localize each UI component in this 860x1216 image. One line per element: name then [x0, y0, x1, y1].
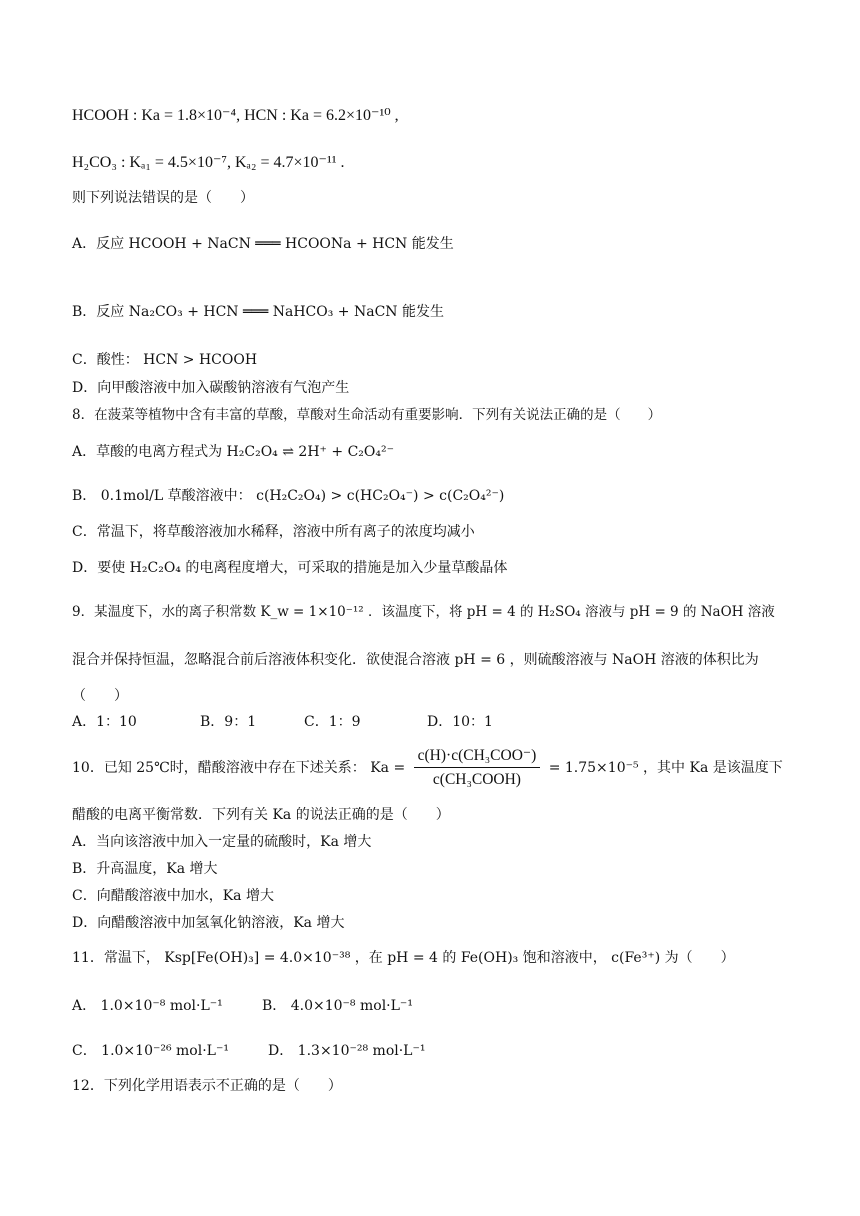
- ka-fraction: [414, 746, 541, 790]
- q9-option-b: B．9：1: [200, 714, 257, 730]
- ka-fraction-numerator: c(H)·c(CH₃COO⁻): [414, 746, 541, 768]
- q10-stem-prefix: 10．已知 25℃时，醋酸溶液中存在下述关系： Ka =: [72, 760, 406, 776]
- q8-option-d: D．要使 H₂C₂O₄ 的电离程度增大，可采取的措施是加入少量草酸晶体: [72, 560, 508, 576]
- q9-option-a: A．1：10: [72, 714, 137, 730]
- q10-option-d: D．向醋酸溶液中加氢氧化钠溶液，Ka 增大: [72, 915, 345, 931]
- q9-option-d: D．10：1: [427, 714, 493, 730]
- q11-option-c: C． 1.0×10⁻²⁶ mol·L⁻¹: [72, 1043, 229, 1059]
- q12-stem: 12．下列化学用语表示不正确的是（ ）: [72, 1078, 342, 1094]
- q9-stem-line-1: 9．某温度下，水的离子积常数 K_w = 1×10⁻¹² ．该温度下，将 pH = 4 的 H₂SO₄ 溶液与 pH = 9 的 NaOH 溶液: [72, 604, 775, 620]
- q11-stem: 11．常温下， Ksp[Fe(OH)₃] = 4.0×10⁻³⁸ ，在 pH = 4 的 Fe(OH)₃ 饱和溶液中， c(Fe³⁺) 为（ ）: [72, 950, 735, 966]
- q8-option-b: B． 0.1mol/L 草酸溶液中： c(H₂C₂O₄) > c(HC₂O₄⁻) > c(C₂O₄²⁻): [72, 488, 505, 504]
- q8-stem: 8．在菠菜等植物中含有丰富的草酸，草酸对生命活动有重要影响．下列有关说法正确的是（ ）: [72, 407, 662, 423]
- ka-values-line-2: H₂CO₃ : Kₐ₁ = 4.5×10⁻⁷, Kₐ₂ = 4.7×10⁻¹¹ .: [72, 154, 345, 171]
- q10-option-c: C．向醋酸溶液中加水，Ka 增大: [72, 888, 274, 904]
- q10-option-a: A．当向该溶液中加入一定量的硫酸时，Ka 增大: [72, 834, 372, 850]
- q9-stem-line-2: 混合并保持恒温，忽略混合前后溶液体积变化．欲使混合溶液 pH = 6 ，则硫酸溶液与 NaOH 溶液的体积比为: [72, 652, 759, 668]
- q10-stem-suffix: = 1.75×10⁻⁵ ，其中 Ka 是该温度下: [548, 760, 783, 776]
- ka-values-line-1: HCOOH : Ka = 1.8×10⁻⁴, HCN : Ka = 6.2×10⁻¹⁰ ,: [72, 107, 399, 124]
- q11-option-a: A． 1.0×10⁻⁸ mol·L⁻¹: [72, 998, 223, 1014]
- q10-stem-line-1: [72, 746, 783, 790]
- q11-option-b: B． 4.0×10⁻⁸ mol·L⁻¹: [262, 998, 413, 1014]
- q7-option-b: B．反应 Na₂CO₃ + HCN ═══ NaHCO₃ + NaCN 能发生: [72, 304, 444, 320]
- q8-option-a: A．草酸的电离方程式为 H₂C₂O₄ ⇌ 2H⁺ + C₂O₄²⁻: [72, 444, 394, 460]
- q11-option-d: D． 1.3×10⁻²⁸ mol·L⁻¹: [268, 1043, 426, 1059]
- q7-option-a: A．反应 HCOOH + NaCN ═══ HCOONa + HCN 能发生: [72, 236, 454, 252]
- q9-option-c: C．1：9: [304, 714, 361, 730]
- q7-option-c: C．酸性： HCN > HCOOH: [72, 352, 258, 368]
- q10-stem-line-2: 醋酸的电离平衡常数．下列有关 Ka 的说法正确的是（ ）: [72, 807, 450, 823]
- q7-option-d: D．向甲酸溶液中加入碳酸钠溶液有气泡产生: [72, 380, 350, 396]
- q9-stem-line-3: （ ）: [72, 688, 128, 704]
- q8-option-c: C．常温下，将草酸溶液加水稀释，溶液中所有离子的浓度均减小: [72, 524, 475, 540]
- q7-stem: 则下列说法错误的是（ ）: [72, 190, 254, 206]
- ka-fraction-denominator: c(CH₃COOH): [432, 771, 521, 788]
- q10-option-b: B．升高温度，Ka 增大: [72, 861, 218, 877]
